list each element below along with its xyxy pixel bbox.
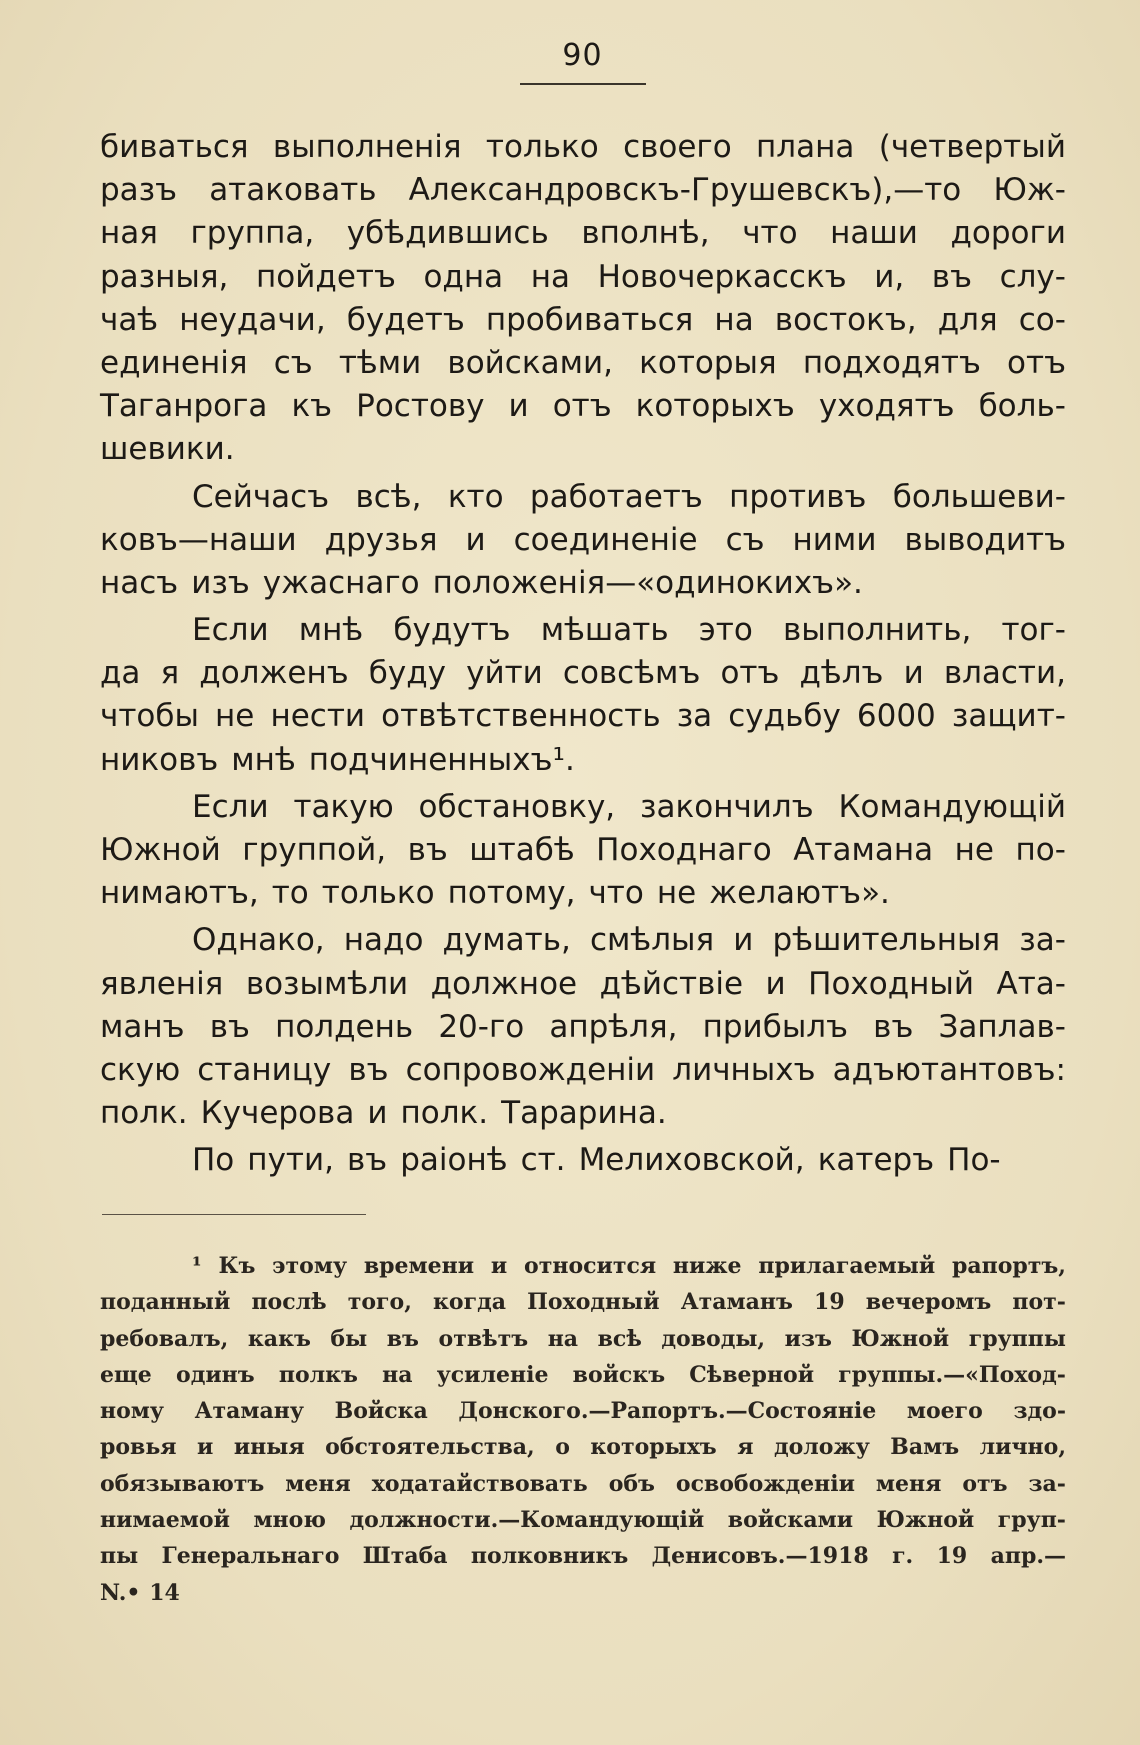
text-line [100,126,1066,169]
word: Генеральнаго [161,1543,340,1570]
word: на [547,1325,579,1352]
word: друзья [324,521,438,558]
text-line [100,169,1066,212]
text-line [100,385,1066,428]
word: Александровскъ-Грушевскъ),—то [408,172,962,209]
word: такую [293,788,394,825]
word: думать, [442,922,571,959]
word: освобожденіи [675,1470,855,1497]
word: о [555,1434,570,1461]
word: должное [430,965,578,1002]
word: для [937,301,998,338]
word: этому [272,1253,348,1279]
text-line [100,299,1066,342]
text-line [100,609,1066,652]
word: и [367,1095,388,1132]
word: одна [423,258,504,295]
word: послѣ [251,1289,327,1316]
footnote-line [100,1429,1066,1465]
word: и [465,521,486,558]
main-text [100,126,1066,1183]
word: и [197,1434,214,1461]
word: 6000 [856,698,936,735]
word: буду [368,655,447,692]
word: въ [209,1008,250,1045]
word: группы.—«Поход- [838,1361,1066,1388]
word: дороги [950,215,1066,252]
word: изъ [191,564,250,601]
word: за- [1019,922,1066,959]
word: пробиваться [485,301,694,338]
word: Къ [218,1253,256,1279]
text-line [100,963,1066,1006]
word: пы [100,1543,139,1570]
word: Мелиховской, [578,1142,805,1179]
word: уходятъ [818,388,955,425]
word: на [382,1361,413,1388]
word: 20-го [438,1008,525,1045]
text-line [100,829,1066,872]
word: въ [931,258,972,295]
word: того, [347,1289,412,1316]
word: обстановку, [418,788,616,825]
text-line [100,1006,1066,1049]
word: и [733,922,754,959]
word: не [656,875,697,912]
word: подходятъ [802,344,981,381]
word: рѣшительныя [772,922,1001,959]
word: По [192,1142,235,1179]
word: отъ [552,388,612,425]
text-line [100,739,1066,782]
word: относится [524,1253,657,1279]
word: иныя [233,1434,305,1461]
word: личныхъ [672,1051,816,1088]
word: (четвертый [878,129,1066,165]
word: ровья [100,1434,177,1461]
word: за- [1028,1470,1066,1497]
word: нимаютъ, [100,875,259,912]
word: Ата- [996,965,1066,1002]
word: прибылъ [702,1008,849,1045]
word: еще [100,1361,152,1388]
word: группа, [190,215,315,252]
word: Атамана [793,832,934,868]
text-line [100,786,1066,829]
word: что [742,215,798,252]
word: скую [100,1051,181,1088]
word: насъ [100,564,179,601]
word: рапортъ, [951,1253,1066,1279]
word: работаетъ [529,478,703,515]
word: пот- [1012,1289,1066,1316]
page-number-rule [520,83,646,85]
word: на [530,258,570,295]
word: кто [447,478,504,515]
word: ная [100,215,158,252]
word: пути, [247,1142,334,1179]
word: Кучерова [200,1095,355,1132]
word: доложу [773,1434,870,1461]
word: своего [623,129,732,165]
word: нимаемой [100,1507,230,1534]
word: доводы, [661,1325,766,1352]
word: По- [947,1142,1001,1179]
word: Южной [851,1325,950,1352]
word: Командующій [838,788,1066,825]
word: полк. [100,1095,188,1132]
word: Если [192,612,269,649]
word: наши [830,215,918,252]
word: большеви- [892,478,1066,515]
word: Если [192,788,269,825]
word: Заплав- [938,1008,1066,1045]
word: неудачи, [179,301,326,338]
word: должности.—Командующій [349,1507,705,1534]
word: ребовалъ, [100,1325,229,1352]
word: смѣлыя [589,922,715,959]
word: дѣлъ [799,655,884,692]
word: штабѣ [469,832,575,868]
word: Южной [100,832,221,868]
word: войсками [727,1507,854,1534]
word: судьбу [728,698,841,735]
word: въ [348,1051,389,1088]
word: ними [792,521,877,558]
word: отъ [720,655,780,692]
word: бы [330,1325,368,1352]
word: груп- [997,1507,1066,1534]
word: слу- [999,258,1066,295]
word: группы [968,1325,1066,1352]
word: будутъ [393,612,511,649]
text-line [100,652,1066,695]
word: и [508,388,529,425]
word: ковъ—наши [100,521,297,558]
word: разныя, [100,258,229,295]
word: мнѣ [231,741,296,778]
word: потому, [447,875,576,912]
word: Сейчасъ [192,478,330,515]
word: отъ [962,1470,1008,1497]
word: моего [906,1398,983,1425]
word: группой, [242,832,387,868]
footnote-line [100,1466,1066,1502]
word: Новочеркасскъ [597,258,847,295]
word: адъютантовъ: [832,1051,1066,1088]
word: подчиненныхъ¹. [308,741,575,778]
word: противъ [729,478,867,515]
word: только [485,129,599,165]
word: ст. [520,1142,566,1179]
word: которыя [639,344,777,381]
text-line [100,256,1066,299]
word: что [588,875,644,912]
text-line [100,1049,1066,1092]
word: за [676,698,713,735]
word: надо [343,922,424,959]
word: апр.— [990,1543,1066,1570]
word: нести [270,698,366,735]
word: Походный [527,1289,660,1316]
word: какъ [247,1325,311,1352]
word: апрѣля, [549,1008,678,1045]
footnote-line [100,1575,1066,1611]
word: здо- [1013,1398,1066,1425]
word: то [271,875,309,912]
word: я [160,655,180,692]
word: власти, [943,655,1066,692]
word: усиленіе [436,1361,549,1388]
text-line [100,872,1066,915]
word: и [490,1253,508,1279]
word: соединеніе [513,521,698,558]
word: выполнить, [782,612,972,649]
word: уйти [466,655,543,692]
footnote-line [100,1357,1066,1393]
word: войсками, [447,344,613,381]
word: сопровожденіи [405,1051,656,1088]
word: биваться [100,129,249,165]
word: боль- [978,388,1066,425]
word: 19 [936,1543,968,1570]
word: времени [363,1253,475,1279]
word: мною [253,1507,326,1534]
word: по- [1015,832,1066,868]
word: совсѣмъ [562,655,701,692]
word: въ [347,1142,388,1179]
word: Таганрога [100,388,268,425]
word: съ [273,344,313,381]
word: обязываютъ [100,1470,265,1497]
word: раіонѣ [400,1142,508,1179]
word: востокъ, [774,301,917,338]
word: выполненія [272,129,462,165]
footnote-divider [102,1214,366,1215]
word: которыхъ [590,1434,717,1461]
word: всѣ [597,1325,642,1352]
word: мнѣ [298,612,364,649]
word: полкъ [278,1361,358,1388]
word: Тарарина. [501,1095,667,1132]
word: Походнаго [596,832,772,868]
text-line [100,1092,1066,1135]
word: всѣ, [355,478,422,515]
text-line [100,519,1066,562]
word: которыхъ [635,388,795,425]
word: Донского.—Рапортъ.—Состояніе [458,1398,877,1425]
footnote [100,1248,1066,1611]
word: вечеромъ [865,1289,992,1316]
word: разъ [100,172,178,209]
word: со- [1018,301,1066,338]
text-line [100,562,1066,605]
footnote-line [100,1248,1066,1284]
word: атаковать [209,172,377,209]
word: долженъ [199,655,349,692]
word: Юж- [993,172,1066,209]
word: плана [756,129,855,165]
word: полдень [275,1008,414,1045]
word: отвѣтъ [438,1325,529,1352]
word: защит- [951,698,1066,735]
word: ужаснаго [262,564,420,601]
text-line [100,428,1066,471]
word: г. [892,1543,914,1570]
word: единенія [100,344,248,381]
footnote-line [100,1321,1066,1357]
word: Ростову [356,388,485,425]
word: не [954,832,994,868]
word: убѣдившись [346,215,549,252]
word: дѣйствіе [599,965,744,1002]
word: тѣми [338,344,422,381]
text-line [100,476,1066,519]
footnote-line [100,1284,1066,1320]
word: я [737,1434,754,1461]
word: катеръ [817,1142,935,1179]
word: и [903,655,924,692]
word: возымѣли [245,965,409,1002]
word: положенія—«одинокихъ». [432,564,863,601]
word: въ [873,1008,914,1045]
word: не [215,698,255,735]
word: только [321,875,435,912]
text-line [100,919,1066,962]
word: съ [725,521,765,558]
word: прилагаемый [758,1253,936,1279]
word: закончилъ [640,788,814,825]
word: Штаба [362,1543,448,1570]
word: когда [433,1289,506,1316]
word: манъ [100,1008,185,1045]
word: тог- [1001,612,1066,649]
word: ному [100,1398,164,1425]
word: чтобы [100,698,199,735]
word: одинъ [176,1361,255,1388]
word: къ [291,388,333,425]
word: изъ [784,1325,832,1352]
word: желаютъ». [709,875,890,912]
word: N.• [100,1579,141,1606]
word: Вамъ [890,1434,960,1461]
word: 14 [149,1579,180,1606]
word: Войска [334,1398,428,1425]
word: меня [875,1470,942,1497]
word: Однако, [192,922,325,959]
word: Сѣверной [689,1361,815,1388]
word: меня [285,1470,351,1497]
word: шевики. [100,431,235,468]
text-line [100,342,1066,385]
word: да [100,655,141,692]
footnote-line [100,1538,1066,1574]
word: чаѣ [100,301,159,338]
word: это [698,612,753,649]
word: Атаманъ [680,1289,793,1316]
word: полковникъ [470,1543,629,1570]
word: обстоятельства, [325,1434,535,1461]
word: никовъ [100,741,219,778]
footnote-line [100,1393,1066,1429]
word: вполнѣ, [581,215,710,252]
word: 19 [814,1289,845,1316]
word: ходатайствовать [371,1470,588,1497]
word: объ [608,1470,655,1497]
word: полк. [400,1095,489,1132]
word: поданный [100,1289,231,1316]
word: Денисовъ.—1918 [651,1543,869,1570]
text-line [100,212,1066,255]
text-line [100,695,1066,738]
word: пойдетъ [256,258,396,295]
word: и [765,965,786,1002]
word: ¹ [192,1253,202,1279]
page-number: 90 [562,38,603,73]
word: отъ [1007,344,1066,381]
word: въ [386,1325,419,1352]
word: Атаману [194,1398,304,1425]
word: ниже [672,1253,742,1279]
word: отвѣтственность [381,698,661,735]
word: будетъ [346,301,465,338]
word: на [714,301,754,338]
word: Походный [808,965,975,1002]
word: лично, [979,1434,1066,1461]
word: въ [407,832,448,868]
word: и, [874,258,905,295]
word: выводитъ [904,521,1066,558]
word: Южной [876,1507,975,1534]
word: войскъ [572,1361,666,1388]
word: явленія [100,965,224,1002]
text-line [100,1139,1066,1182]
footnote-line [100,1502,1066,1538]
word: мѣшать [540,612,669,649]
word: станицу [197,1051,332,1088]
